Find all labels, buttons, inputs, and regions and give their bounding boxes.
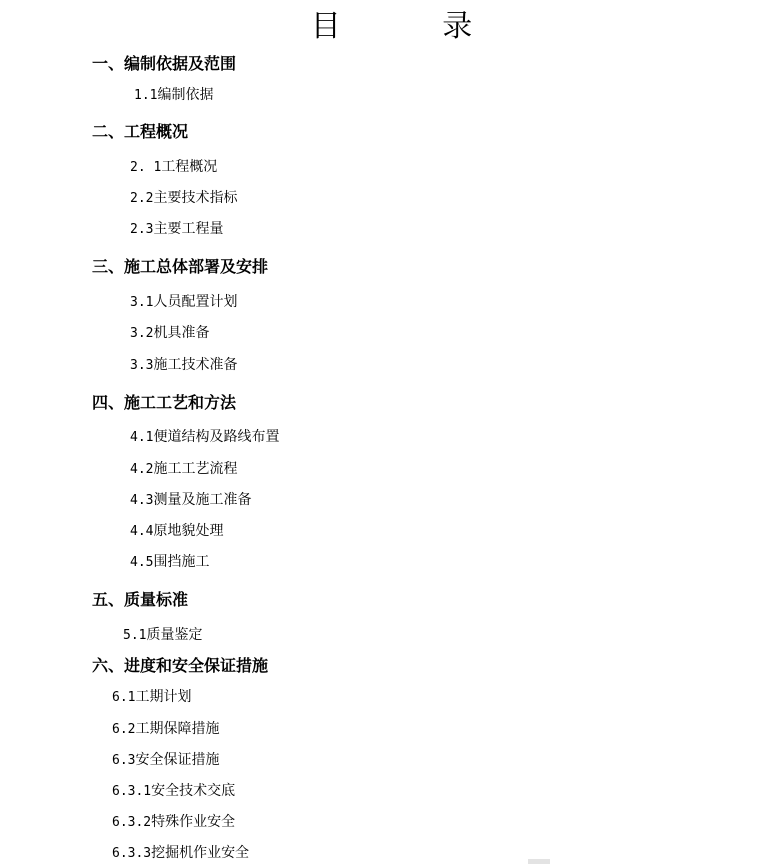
toc-item-text: 工期计划 bbox=[135, 689, 192, 705]
toc-item-number: 4.3 bbox=[130, 493, 154, 508]
toc-item-6-3-1 bbox=[112, 782, 235, 801]
toc-item-number: 1.1 bbox=[134, 88, 158, 103]
toc-section-4: 四、施工工艺和方法 bbox=[92, 393, 237, 412]
toc-item-4-1 bbox=[130, 428, 279, 447]
page-edge-marker bbox=[528, 859, 550, 864]
toc-item-text: 人员配置计划 bbox=[153, 294, 238, 310]
toc-item-number: 4.2 bbox=[130, 462, 154, 477]
toc-item-3-1 bbox=[130, 293, 237, 312]
toc-item-number: 6.3.2 bbox=[112, 815, 152, 830]
toc-item-number: 4.5 bbox=[130, 555, 154, 570]
toc-item-number: 2. 1 bbox=[130, 160, 162, 175]
toc-item-text: 质量鉴定 bbox=[146, 627, 203, 643]
toc-item-4-5 bbox=[130, 553, 209, 572]
toc-section-1: 一、编制依据及范围 bbox=[92, 54, 237, 73]
toc-item-3-2 bbox=[130, 324, 209, 343]
toc-item-number: 6.3.1 bbox=[112, 784, 152, 799]
toc-section-2: 二、工程概况 bbox=[92, 122, 189, 141]
toc-item-text: 便道结构及路线布置 bbox=[153, 429, 280, 445]
toc-item-2-3 bbox=[130, 220, 223, 239]
toc-item-number: 6.2 bbox=[112, 722, 136, 737]
toc-item-text: 工期保障措施 bbox=[135, 721, 220, 737]
toc-item-4-3 bbox=[130, 491, 251, 510]
toc-item-text: 主要技术指标 bbox=[153, 190, 238, 206]
toc-item-number: 3.2 bbox=[130, 326, 154, 341]
toc-item-text: 工程概况 bbox=[161, 159, 218, 175]
toc-item-number: 3.3 bbox=[130, 358, 154, 373]
toc-item-number: 4.1 bbox=[130, 430, 154, 445]
toc-item-6-3-2 bbox=[112, 813, 235, 832]
toc-item-4-4 bbox=[130, 522, 223, 541]
toc-item-6-1 bbox=[112, 688, 191, 707]
toc-item-text: 挖掘机作业安全 bbox=[151, 845, 250, 861]
toc-item-6-3 bbox=[112, 751, 219, 770]
toc-item-number: 2.3 bbox=[130, 222, 154, 237]
toc-item-text: 测量及施工准备 bbox=[153, 492, 252, 508]
toc-item-2-1 bbox=[130, 158, 217, 177]
toc-item-number: 2.2 bbox=[130, 191, 154, 206]
toc-section-6: 六、进度和安全保证措施 bbox=[92, 656, 269, 675]
toc-item-number: 4.4 bbox=[130, 524, 154, 539]
toc-item-number: 6.1 bbox=[112, 690, 136, 705]
toc-item-6-2 bbox=[112, 720, 219, 739]
toc-item-6-3-3 bbox=[112, 844, 249, 863]
toc-item-text: 围挡施工 bbox=[153, 554, 210, 570]
toc-item-text: 原地貌处理 bbox=[153, 523, 224, 539]
toc-item-5-1 bbox=[123, 626, 202, 645]
toc-item-text: 特殊作业安全 bbox=[151, 814, 236, 830]
toc-item-number: 6.3.3 bbox=[112, 846, 152, 861]
toc-item-1-1 bbox=[134, 86, 213, 105]
toc-item-text: 施工工艺流程 bbox=[153, 461, 238, 477]
toc-section-5: 五、质量标准 bbox=[92, 590, 189, 609]
toc-item-2-2 bbox=[130, 189, 237, 208]
toc-item-text: 安全技术交底 bbox=[151, 783, 236, 799]
toc-item-number: 3.1 bbox=[130, 295, 154, 310]
toc-item-number: 5.1 bbox=[123, 628, 147, 643]
toc-title: 目 录 bbox=[310, 9, 519, 44]
toc-item-text: 施工技术准备 bbox=[153, 357, 238, 373]
toc-item-4-2 bbox=[130, 460, 237, 479]
toc-item-text: 安全保证措施 bbox=[135, 752, 220, 768]
toc-item-3-3 bbox=[130, 356, 237, 375]
toc-item-text: 主要工程量 bbox=[153, 221, 224, 237]
toc-item-text: 机具准备 bbox=[153, 325, 210, 341]
toc-item-text: 编制依据 bbox=[157, 87, 214, 103]
toc-section-3: 三、施工总体部署及安排 bbox=[92, 257, 269, 276]
toc-item-number: 6.3 bbox=[112, 753, 136, 768]
